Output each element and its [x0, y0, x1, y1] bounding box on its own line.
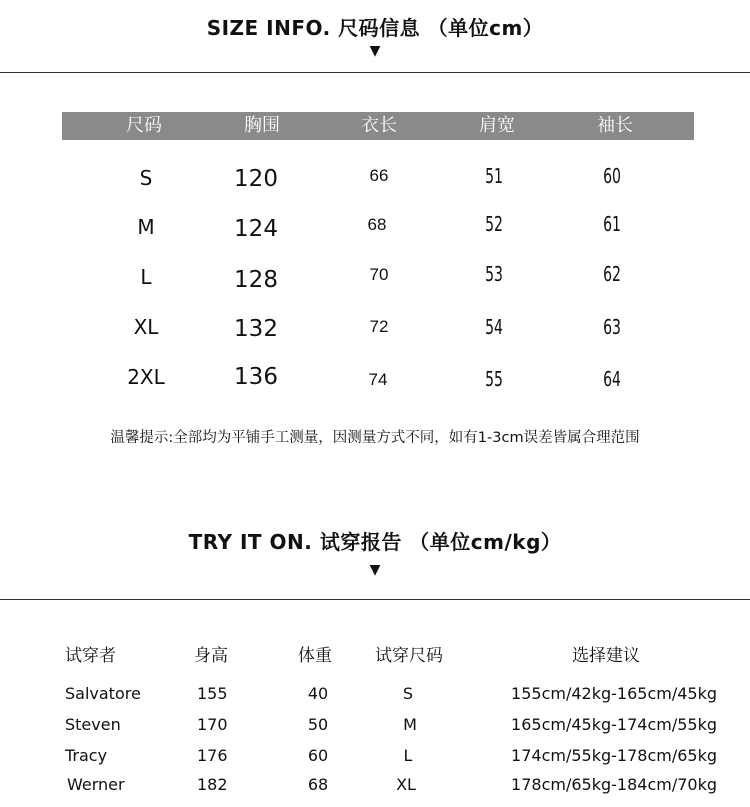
tester-size: XL — [396, 775, 416, 794]
tester-size: M — [403, 715, 417, 734]
shoulder-cell: 54 — [485, 315, 503, 339]
header-height: 身高 — [194, 646, 228, 666]
tester-recommendation: 178cm/65kg-184cm/70kg — [511, 775, 717, 794]
chest-cell: 124 — [234, 216, 278, 242]
header-size: 尺码 — [126, 115, 162, 136]
chest-cell: 128 — [234, 267, 278, 293]
tester-recommendation: 174cm/55kg-178cm/65kg — [511, 746, 717, 765]
tester-weight: 40 — [307, 684, 329, 703]
chest-cell: 120 — [234, 166, 278, 192]
shoulder-cell: 52 — [485, 212, 503, 236]
tester-name: Steven — [65, 715, 121, 734]
size-cell: XL — [133, 315, 159, 339]
chest-cell: 132 — [234, 316, 278, 342]
tester-height: 176 — [197, 746, 228, 765]
header-sleeve: 袖长 — [597, 115, 633, 136]
size-cell: M — [137, 215, 155, 239]
size-cell: S — [139, 166, 153, 190]
sleeve-cell: 62 — [603, 262, 621, 286]
tester-recommendation: 155cm/42kg-165cm/45kg — [511, 684, 717, 703]
sleeve-cell: 64 — [603, 367, 621, 391]
length-cell: 74 — [368, 370, 388, 389]
size-info-down-arrow-icon: ▼ — [369, 43, 381, 59]
tester-name: Salvatore — [65, 684, 141, 703]
tester-size: S — [402, 684, 414, 703]
tester-recommendation: 165cm/45kg-174cm/55kg — [511, 715, 717, 734]
header-tried-size: 试穿尺码 — [375, 646, 443, 666]
tester-name: Tracy — [65, 746, 108, 765]
length-cell: 70 — [369, 265, 389, 284]
size-info-title: SIZE INFO. 尺码信息 （单位cm） — [206, 16, 544, 40]
length-cell: 66 — [369, 166, 389, 185]
length-cell: 72 — [369, 317, 389, 336]
size-cell: 2XL — [127, 365, 165, 389]
tester-height: 155 — [197, 684, 228, 703]
size-table-header — [62, 112, 694, 140]
tester-weight: 50 — [307, 715, 329, 734]
tester-name: Werner — [67, 775, 125, 794]
tester-weight: 68 — [307, 775, 329, 794]
length-cell: 68 — [367, 215, 387, 234]
shoulder-cell: 53 — [485, 262, 503, 286]
sleeve-cell: 60 — [603, 164, 621, 188]
shoulder-cell: 51 — [485, 164, 503, 188]
sleeve-cell: 61 — [603, 212, 621, 236]
tester-height: 182 — [197, 775, 228, 794]
size-cell: L — [140, 265, 152, 289]
size-info-divider — [0, 72, 750, 73]
header-tester: 试穿者 — [65, 646, 116, 666]
header-shoulder: 肩宽 — [479, 115, 515, 136]
tester-height: 170 — [197, 715, 228, 734]
header-weight: 体重 — [298, 646, 332, 666]
try-on-title: TRY IT ON. 试穿报告 （单位cm/kg） — [188, 530, 562, 554]
header-recommendation: 选择建议 — [572, 646, 640, 666]
shoulder-cell: 55 — [485, 367, 503, 391]
chest-cell: 136 — [234, 364, 278, 390]
header-length: 衣长 — [361, 115, 397, 136]
tester-weight: 60 — [307, 746, 329, 765]
try-on-down-arrow-icon: ▼ — [369, 562, 381, 578]
header-chest: 胸围 — [244, 115, 280, 136]
measurement-note: 温馨提示:全部均为平铺手工测量，因测量方式不同，如有1-3cm误差皆属合理范围 — [110, 430, 640, 446]
tester-size: L — [403, 746, 413, 765]
sleeve-cell: 63 — [603, 315, 621, 339]
try-on-divider — [0, 599, 750, 600]
